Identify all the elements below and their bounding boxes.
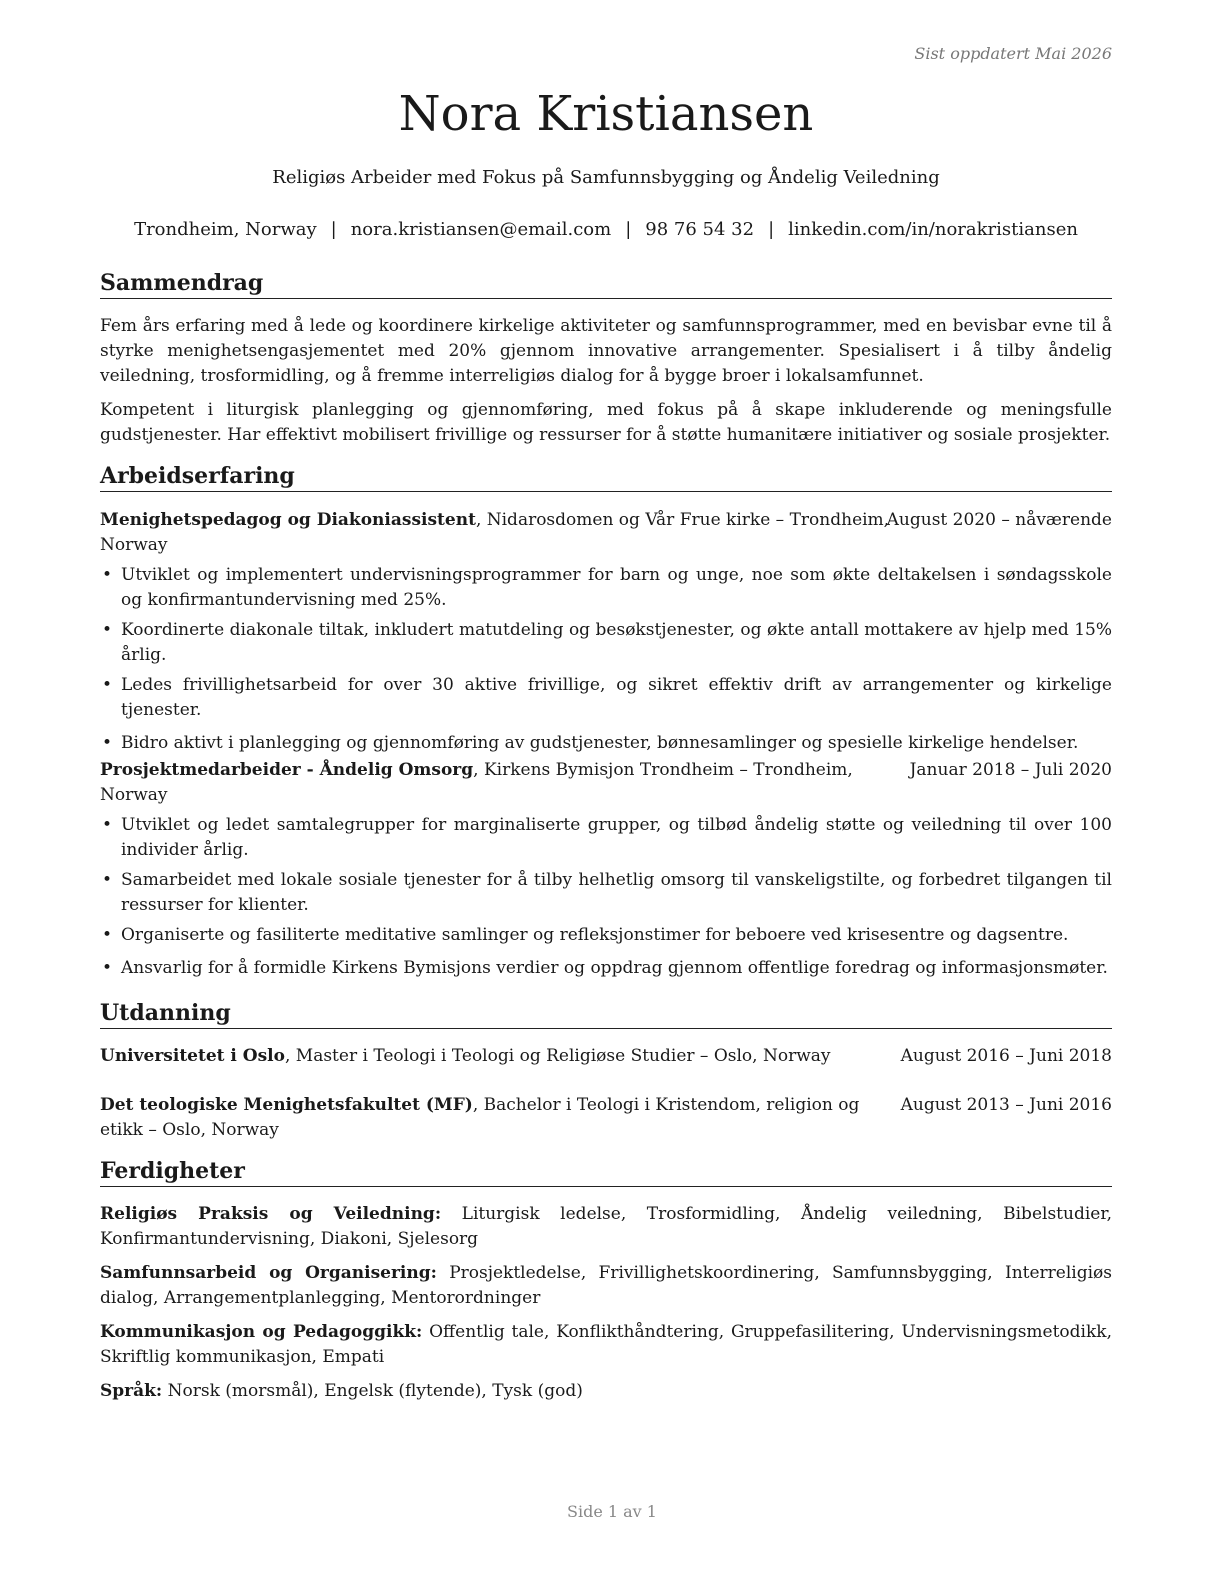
section-title-summary: Sammendrag xyxy=(100,270,1112,299)
job-title: Menighetspedagog og Diakoniassistent xyxy=(100,510,476,530)
job-country: Norway xyxy=(100,535,168,555)
job-date: Januar 2018 – Juli 2020 xyxy=(909,760,1112,780)
bullet-item: • Bidro aktivt i planlegging og gjennomføring av gudstjenester, bønnesamlinger og spesielle kirkelige hendelser. xyxy=(100,731,1112,756)
education-detail: , Bachelor i Teologi i Kristendom, religion og etikk – Oslo, Norway xyxy=(100,1095,860,1140)
person-name: Nora Kristiansen xyxy=(398,86,814,142)
skill-value: Prosjektledelse, Frivillighetskoordinering, Samfunnsbygging, Interreligiøs dialog, Arrangementplanlegging, Mentorordninger xyxy=(100,1263,1112,1308)
last-updated: Sist oppdatert Mai 2026 xyxy=(914,44,1112,63)
separator: | xyxy=(330,219,337,240)
skill-row xyxy=(100,1320,1112,1370)
education-detail: , Master i Teologi i Teologi og Religiøse Studier – Oslo, Norway xyxy=(284,1046,831,1066)
skill-label: Kommunikasjon og Pedagoggikk: xyxy=(100,1322,423,1342)
skill-row xyxy=(100,1261,1112,1311)
skill-value: Liturgisk ledelse, Trosformidling, Åndelig veiledning, Bibelstudier, Konfirmantundervisning, Diakoni, Sjelesorg xyxy=(100,1204,1112,1249)
contact-line xyxy=(100,219,1112,240)
summary-paragraph: Kompetent i liturgisk planlegging og gjennomføring, med fokus på å skape inkluderende og meningsfulle gudstjenester. Har effektivt mobilisert frivillige og ressurser for å støtte humanitære initiativer og sosiale prosjekter. xyxy=(100,400,1112,445)
skill-label: Samfunnsarbeid og Organisering: xyxy=(100,1263,437,1283)
education-school: Det teologiske Menighetsfakultet (MF) xyxy=(100,1095,473,1115)
job-header xyxy=(100,508,1112,558)
bullet-item: • Utviklet og implementert undervisningsprogrammer for barn og unge, noe som økte deltakelsen i søndagsskole og konfirmantundervisning med 25%. xyxy=(100,563,1112,613)
job-bullets xyxy=(100,813,1112,986)
education-date: August 2013 – Juni 2016 xyxy=(900,1095,1112,1115)
job-bullets xyxy=(100,563,1112,761)
page-footer: Side 1 av 1 xyxy=(567,1502,657,1521)
bullet-item: • Utviklet og ledet samtalegrupper for marginaliserte grupper, og tilbød åndelig støtte og veiledning til over 100 individer årlig. xyxy=(100,813,1112,863)
skill-value: Norsk (morsmål), Engelsk (flytende), Tysk (god) xyxy=(162,1381,583,1401)
section-title-skills: Ferdigheter xyxy=(100,1158,1112,1187)
section-title-experience: Arbeidserfaring xyxy=(100,463,1112,492)
separator: | xyxy=(768,219,775,240)
education-entry xyxy=(100,1093,1112,1143)
contact-phone: 98 76 54 32 xyxy=(645,219,755,240)
job-organization: , Nidarosdomen og Vår Frue kirke – Trondheim, xyxy=(475,510,890,530)
job-country: Norway xyxy=(100,785,168,805)
job-date: August 2020 – nåværende xyxy=(886,510,1112,530)
job-title: Prosjektmedarbeider - Åndelig Omsorg xyxy=(100,760,474,780)
job-organization: , Kirkens Bymisjon Trondheim – Trondheim, xyxy=(473,760,853,780)
education-date: August 2016 – Juni 2018 xyxy=(900,1046,1112,1066)
separator: | xyxy=(625,219,632,240)
tagline: Religiøs Arbeider med Fokus på Samfunnsbygging og Åndelig Veiledning xyxy=(272,167,940,188)
skill-value: Offentlig tale, Konflikthåndtering, Gruppefasilitering, Undervisningsmetodikk, Skriftlig kommunikasjon, Empati xyxy=(100,1322,1112,1367)
job-header xyxy=(100,758,1112,808)
bullet-item: • Samarbeidet med lokale sosiale tjenester for å tilby helhetlig omsorg til vanskeligstilte, og forbedret tilgangen til ressurser for klienter. xyxy=(100,868,1112,918)
skill-row xyxy=(100,1202,1112,1252)
skill-row xyxy=(100,1379,1112,1404)
education-entry xyxy=(100,1044,1112,1069)
bullet-item: • Koordinerte diakonale tiltak, inkludert matutdeling og besøkstjenester, og økte antall mottakere av hjelp med 15% årlig. xyxy=(100,618,1112,668)
skill-label: Språk: xyxy=(100,1381,163,1401)
bullet-item: • Ledes frivillighetsarbeid for over 30 aktive frivillige, og sikret effektiv drift av arrangementer og kirkelige tjenester. xyxy=(100,673,1112,723)
bullet-item: • Organiserte og fasiliterte meditative samlinger og refleksjonstimer for beboere ved krisesentre og dagsentre. xyxy=(100,923,1112,948)
contact-location: Trondheim, Norway xyxy=(134,219,317,240)
bullet-item: • Ansvarlig for å formidle Kirkens Bymisjons verdier og oppdrag gjennom offentlige foredrag og informasjonsmøter. xyxy=(100,956,1112,981)
contact-linkedin[interactable]: linkedin.com/in/norakristiansen xyxy=(788,219,1078,240)
skill-label: Religiøs Praksis og Veiledning: xyxy=(100,1204,442,1224)
education-school: Universitetet i Oslo xyxy=(100,1046,285,1066)
contact-email[interactable]: nora.kristiansen@email.com xyxy=(350,219,612,240)
summary-paragraph: Fem års erfaring med å lede og koordinere kirkelige aktiviteter og samfunnsprogrammer, med en bevisbar evne til å styrke menighetsengasjementet med 20% gjennom innovative arrangementer. Spesialisert i å tilby åndelig veiledning, trosformidling, og å fremme interreligiøs dialog for å bygge broer i lokalsamfunnet. xyxy=(100,316,1112,386)
section-title-education: Utdanning xyxy=(100,1000,1112,1029)
